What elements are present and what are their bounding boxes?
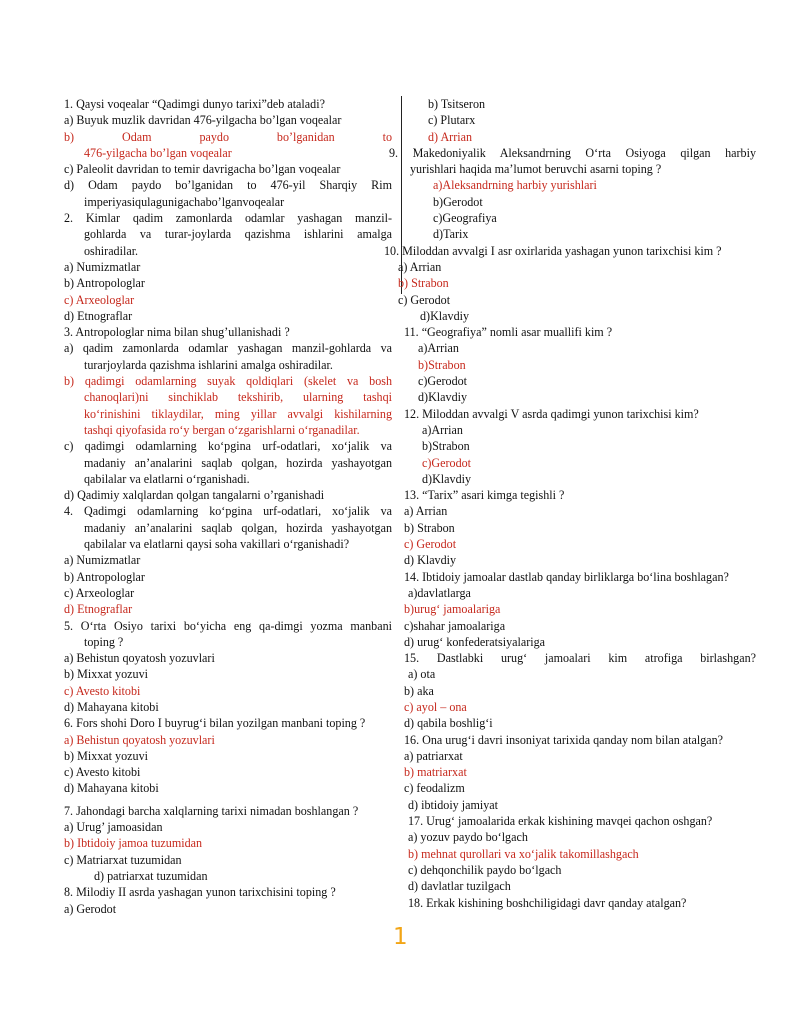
text-line: c)Geografiya	[433, 211, 497, 226]
text-line: c)shahar jamoalariga	[404, 618, 506, 633]
text-line: 2. Kimlar qadim zamonlarda odamlar yashagan manzil-	[64, 211, 392, 226]
text-line: c) feodalizm	[404, 781, 465, 796]
text-line: 4. Qadimgi odamlarning ko‘pgina urf-odatlari, xo‘jalik va	[64, 504, 392, 519]
text-line: d) Klavdiy	[404, 553, 457, 568]
text-line: d) Arrian	[428, 129, 473, 144]
text-line: 11. “Geografiya” nomli asar muallifi kim ?	[404, 325, 613, 340]
text-line: qabilalar va elatlarni o‘rganishadi.	[84, 471, 250, 486]
text-line: d)Klavdiy	[422, 471, 472, 486]
text-line: c) Paleolit davridan to temir davrigacha bo’lgan voqealar	[64, 162, 341, 177]
text-line: b) matriarxat	[404, 765, 467, 780]
text-line: b)Gerodot	[433, 194, 483, 209]
text-line: d)Tarix	[433, 227, 469, 242]
text-line: a) Gerodot	[64, 901, 117, 916]
text-line: b) Strabon	[398, 276, 449, 291]
text-line: a)Aleksandrning harbiy yurishlari	[433, 178, 597, 193]
text-line: 16. Ona urug‘i davri insoniyat tarixida qanday nom bilan atalgan?	[404, 732, 724, 747]
text-line: b)Strabon	[422, 439, 470, 454]
text-line: toping ?	[84, 634, 124, 649]
text-line: b)Strabon	[418, 357, 466, 372]
text-line: 13. “Tarix” asari kimga tegishli ?	[404, 488, 565, 503]
text-line: 9. Makedoniyalik Aleksandrning O‘rta Osiyoga qilgan harbiy	[389, 145, 756, 160]
page-number: 1	[393, 924, 408, 950]
text-line: b) mehnat qurollari va xo‘jalik takomillashgach	[408, 846, 639, 861]
text-line: 15. Dastlabki urug‘ jamoalari kim atrofiga birlashgan?	[404, 651, 756, 666]
text-line: d) ibtidoiy jamiyat	[408, 797, 499, 812]
text-line: a)Arrian	[418, 341, 459, 356]
text-line: madaniy an’analarini saqlab qolgan, hozirda yashayotgan	[84, 520, 392, 535]
text-line: b) Mixxat yozuvi	[64, 748, 148, 763]
right-column	[384, 96, 756, 911]
text-line: c)Gerodot	[422, 455, 472, 470]
text-line: 476-yilgacha bo’lgan voqealar	[84, 145, 232, 160]
text-line: b) Odam paydo bo’lganidan to	[64, 129, 392, 144]
text-line: a) Behistun qoyatosh yozuvlari	[64, 732, 215, 747]
text-line: 17. Urug‘ jamoalarida erkak kishining mavqei qachon oshgan?	[408, 814, 713, 829]
text-line: c) Avesto kitobi	[64, 765, 141, 780]
text-line: a) yozuv paydo bo‘lgach	[408, 830, 528, 845]
text-line: 7. Jahondagi barcha xalqlarning tarixi nimadan boshlangan ?	[64, 803, 359, 818]
text-line: a) Arrian	[404, 504, 448, 519]
text-line: b) Tsitseron	[428, 97, 486, 111]
text-line: d) Mahayana kitobi	[64, 699, 159, 714]
left-column	[64, 96, 392, 917]
text-line: a) Arrian	[398, 259, 442, 274]
text-line: c) qadimgi odamlarning ko‘pgina urf-odatlari, xo‘jalik va	[64, 439, 392, 454]
text-line: 10. Miloddan avvalgi I asr oxirlarida yashagan yunon tarixchisi kim ?	[384, 243, 722, 258]
text-line: a) Numizmatlar	[64, 553, 141, 568]
text-line: d) urug‘ konfederatsiyalariga	[404, 634, 546, 649]
text-line: c) Gerodot	[404, 537, 457, 552]
text-line: a) Urug’ jamoasidan	[64, 820, 163, 835]
text-line: a) Numizmatlar	[64, 259, 141, 274]
text-line: tashqi qiyofasida ro‘y bergan o‘zgarishlarni o‘rganadilar.	[84, 422, 360, 437]
text-line: b) Strabon	[404, 520, 455, 535]
text-line: d) Odam paydo bo’lganidan to 476-yil Sharqiy Rim	[64, 178, 392, 193]
text-line: b)urug‘ jamoalariga	[404, 602, 501, 617]
text-line: chanoqlari)ni sinchiklab tekshirib, ularning tashqi	[84, 390, 392, 405]
text-line: d) patriarxat tuzumidan	[94, 868, 208, 883]
text-line: ko‘rinishini tiklaydilar, ming yillar avvalgi kishilarning	[84, 406, 392, 421]
text-line: b) qadimgi odamlarning suyak qoldiqlari (skelet va bosh	[64, 374, 392, 389]
text-line: c) Arxeologlar	[64, 292, 135, 307]
text-line: d) qabila boshlig‘i	[404, 716, 493, 731]
text-line: c) Matriarxat tuzumidan	[64, 852, 182, 867]
text-line: a)davlatlarga	[408, 585, 471, 600]
text-line: turarjoylarda qazishma ishlarini amalga oshiradilar.	[84, 357, 333, 372]
text-line: c) dehqonchilik paydo bo‘lgach	[408, 862, 562, 877]
text-line: a) qadim zamonlarda odamlar yashagan manzil-gohlarda va	[64, 341, 392, 356]
text-line: d) Etnograflar	[64, 602, 133, 617]
text-line: b) Antropologlar	[64, 569, 145, 584]
text-line: c) Avesto kitobi	[64, 683, 141, 698]
text-line: d) Mahayana kitobi	[64, 781, 159, 796]
text-line: 5. O‘rta Osiyo tarixi bo‘yicha eng qa-dimgi yozma manbani	[64, 618, 392, 633]
text-line: a)Arrian	[422, 422, 463, 437]
text-line: c) ayol – ona	[404, 699, 467, 714]
text-line: gohlarda va turar-joylarda qazishma ishlarini amalga	[84, 227, 392, 242]
text-line: 8. Milodiy II asrda yashagan yunon tarixchisini toping ?	[64, 885, 336, 900]
text-line: 3. Antropologlar nima bilan shug’ullanishadi ?	[64, 325, 290, 340]
text-line: d) Etnograflar	[64, 308, 133, 323]
text-line: imperiyasiqulagunigachabo’lganvoqealar	[84, 194, 285, 209]
text-line: a) Buyuk muzlik davridan 476-yilgacha bo’lgan voqealar	[64, 113, 342, 128]
text-line: d) davlatlar tuzilgach	[408, 879, 511, 894]
text-line: b) Mixxat yozuvi	[64, 667, 148, 682]
text-line: b) Antropologlar	[64, 276, 145, 291]
text-line: 14. Ibtidoiy jamoalar dastlab qanday birliklarga bo‘lina boshlagan?	[404, 569, 729, 584]
text-line: yurishlari haqida ma’lumot beruvchi asarni toping ?	[410, 162, 662, 177]
text-line: 12. Miloddan avvalgi V asrda qadimgi yunon tarixchisi kim?	[404, 406, 699, 421]
text-line: c) Arxeologlar	[64, 585, 135, 600]
text-line: 6. Fors shohi Doro I buyrug‘i bilan yozilgan manbani toping ?	[64, 716, 366, 731]
text-line: madaniy an’analarini saqlab qolgan, hozirda yashayotgan	[84, 455, 392, 470]
text-line: d) Qadimiy xalqlardan qolgan tangalarni o’rganishadi	[64, 488, 325, 503]
text-line: d)Klavdiy	[418, 390, 468, 405]
text-line: d)Klavdiy	[420, 308, 470, 323]
text-line: c) Plutarx	[428, 113, 476, 128]
text-line: 1. Qaysi voqealar “Qadimgi dunyo tarixi”deb ataladi?	[64, 97, 325, 111]
text-line: a) ota	[408, 667, 436, 682]
text-line: qabilalar va elatlarni qaysi soha vakillari o‘rganishadi?	[84, 537, 350, 552]
text-line: b) Ibtidoiy jamoa tuzumidan	[64, 836, 203, 851]
text-line: a) patriarxat	[404, 748, 463, 763]
text-line: 18. Erkak kishining boshchiligidagi davr qanday atalgan?	[408, 895, 687, 910]
text-line: c) Gerodot	[398, 292, 451, 307]
text-line: c)Gerodot	[418, 374, 468, 389]
text-line: oshiradilar.	[84, 243, 139, 258]
text-line: a) Behistun qoyatosh yozuvlari	[64, 651, 215, 666]
text-line: b) aka	[404, 683, 434, 698]
